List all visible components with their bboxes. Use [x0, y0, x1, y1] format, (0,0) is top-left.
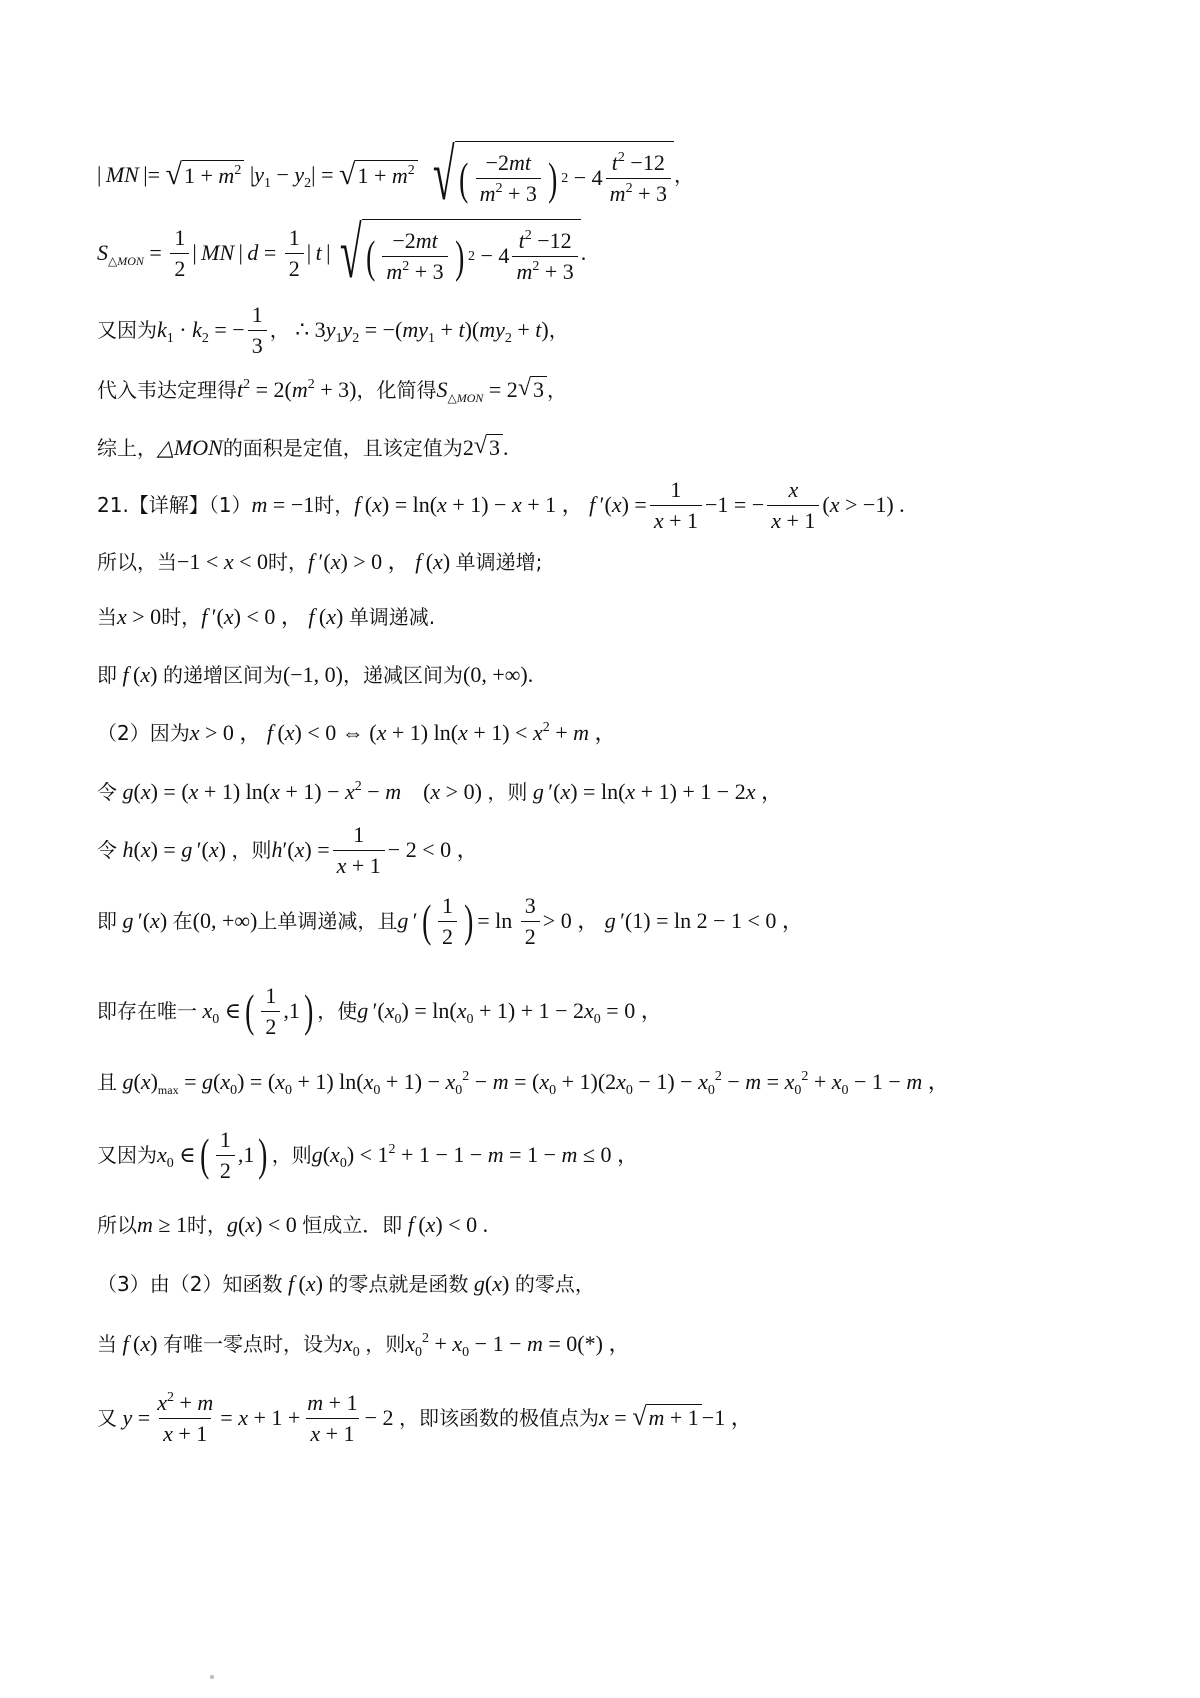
footer-mark	[210, 1675, 214, 1679]
part2-line: （2）因为 x > 0 ， f (x) < 0 ⇔ (x + 1) $\ln(x + 1) < x^2 + m$ ，	[97, 719, 617, 745]
q21-part1-line: 21.【详解】（1） m = −1 时， f (x) = ln(x + 1) − x + 1 ， f ′(x) = $\frac{1}{x + 1}$ −1 = − $\frac{x}{x + 1}$ (x > −1) .	[97, 475, 1140, 535]
g-def-line: 令 g(x) = (x + 1) $\ln(x + 1) - x^2 - m$ (x > 0) ，则 g ′(x) = ln(x + 1) + 1 − 2x ，	[97, 778, 783, 804]
h-def-line: 令 h(x) = g ′(x) ，则 h′(x) = $\frac{1}{x + 1}$ − 2 < 0 ，	[97, 820, 1140, 880]
bound-line: 又因为 $x_0$ ∈ ( $\frac{1}{2}$ ,1 ) ，则 $g(x_0) < 1^2 + 1 - 1 - m = 1 - m \le 0$ ，	[97, 1122, 1140, 1188]
increasing-line: 所以，当 −1 < x < 0 时， f ′(x) > 0 ， f (x) 单调递增;	[97, 548, 543, 574]
g-max-line: 且 $g(x)_{max} = g(x_0) = (x_0 + 1) \ln(x_0 + 1) - x_0^2 - m = (x_0 + 1)(2x_0 - 1) - x_0^2 - m = x_0^2 + x_0 - 1 - m$ ，	[97, 1068, 950, 1098]
extreme-point-line: 又 y = $\frac{x^2 + m}{x + 1}$ = x + 1 + $\frac{m + 1}{x + 1}$ − 2 ，即该函数的极值点为 x = √ m + 1 −1 ，	[97, 1385, 1140, 1451]
slope-product-line: 又因为 $k_1 \cdot k_2$ = − $\frac{1}{3}$ ， ∴ $3y_1y_2 = -(my_1 + t)(my_2 + t)$ ，	[97, 300, 1140, 360]
comma: ，	[673, 163, 694, 187]
conclusion-line: 综上， △MON 的面积是定值，且该定值为 2 √ 3 .	[97, 433, 509, 461]
monotone-line: 即 g ′(x) 在 (0, +∞) 上单调递减，且 g ′ ( $\frac{1}{2}$ ) = ln $\frac{3}{2}$ > 0 ， g ′(1) = ln 2 − 1 < 0 ，	[97, 888, 1140, 954]
part2-conclusion-line: 所以 m ≥ 1 时， g(x) < 0 恒成立．即 f (x) < 0 .	[97, 1211, 489, 1237]
area-formula: $S_{\triangle MON}$ = $\frac{1}{2}$ | MN | d = $\frac{1}{2}$ | t | √ ( $\frac{-2mt}{m^2 + 3}$ ) 2 − 4 $\frac{t^2 -12}{m^2 + 3}$ .	[97, 213, 587, 293]
unique-root-line: 即存在唯一 $x_0$ ∈ ( $\frac{1}{2}$ ,1 ) ，使 g $'(x_0) = \ln(x_0 + 1) + 1 - 2x_0 = 0$ ，	[97, 978, 1140, 1044]
vieta-line: 代入韦达定理得 $t^2 = 2(m^2 + 3)$ ，化简得 $S_{\triangle MON} = 2$ √ 3 ，	[97, 375, 567, 405]
part3-line: （3）由（2）知函数 f (x) 的零点就是函数 g(x) 的零点，	[97, 1270, 595, 1296]
mn-length-formula: | MN |= √ $1 + m^2$ $|y_1 - y_2|$ = √ $1 + m^2$ √ ( $\frac{-2mt}{m^2 + 3}$ ) 2 − 4 $\frac{t^2 -12}{m^2 + 3}$ ，	[97, 135, 694, 215]
period: .	[580, 239, 587, 265]
decreasing-line: 当 x > 0 时， f ′(x) < 0 ， f (x) 单调递减.	[97, 603, 436, 629]
interval-line: 即 f (x) 的递增区间为 (−1, 0) ，递减区间为 (0, +∞) .	[97, 661, 534, 687]
unique-zero-line: 当 f (x) 有唯一零点时，设为 $x_0$ ，则 $x_0^2 + x_0 - 1 - m = 0(*)$ ，	[97, 1330, 631, 1360]
